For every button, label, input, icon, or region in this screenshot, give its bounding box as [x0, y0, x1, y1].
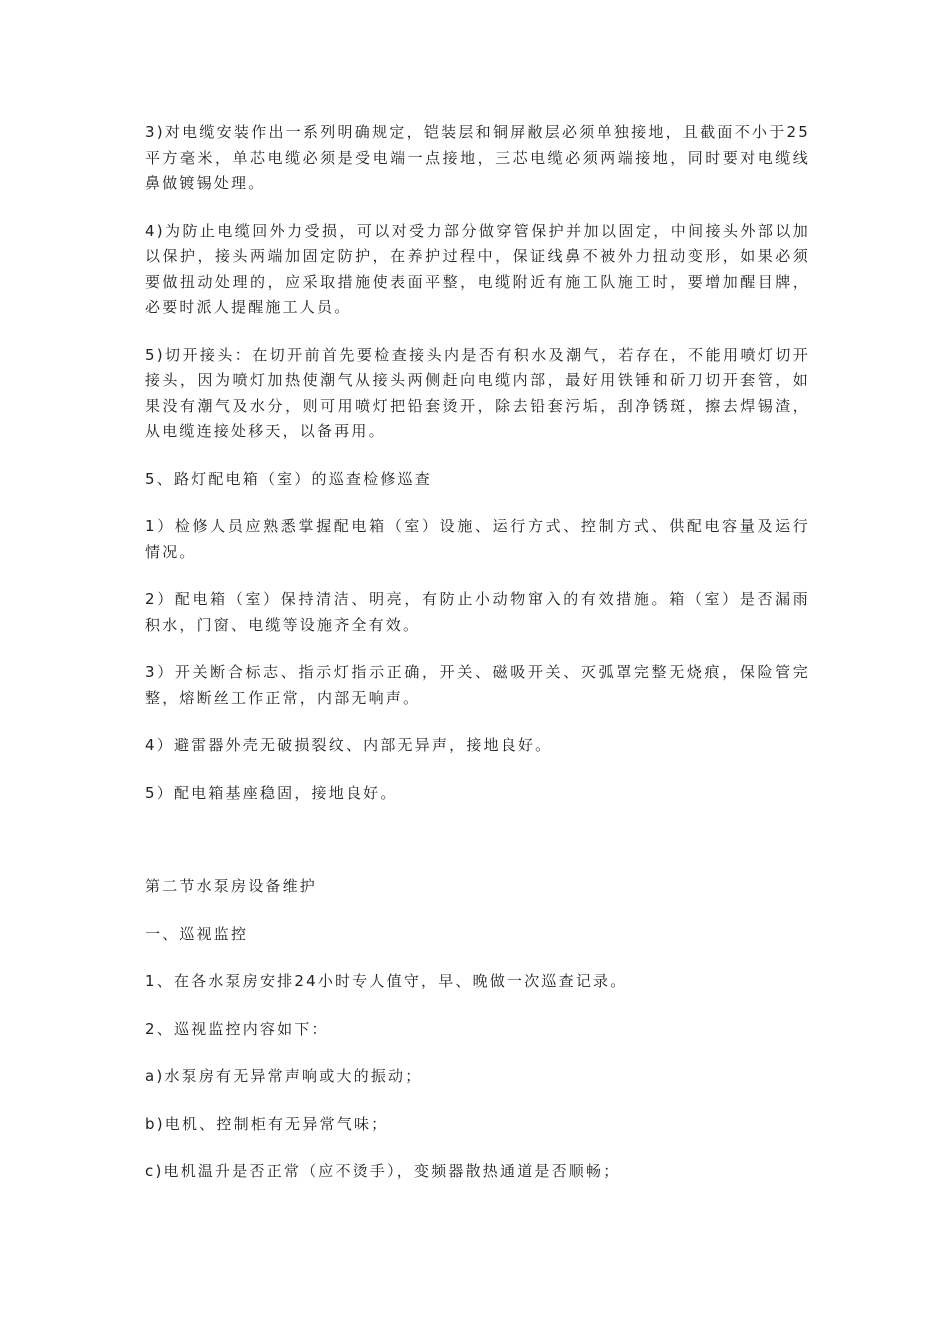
- section-spacer: [145, 828, 810, 874]
- paragraph-box-item-5: 5）配电箱基座稳固，接地良好。: [145, 783, 398, 802]
- paragraph-box-item-2: 2）配电箱（室）保持清洁、明亮，有防止小动物窜入的有效措施。箱（室）是否漏雨积水，门窗、电缆等设施齐全有效。: [145, 590, 810, 634]
- paragraph-pump-item-b: b)电机、控制柜有无异常气味；: [145, 1114, 389, 1133]
- paragraph-box-item-4: 4）避雷器外壳无破损裂纹、内部无异声，接地良好。: [145, 736, 553, 754]
- paragraph-cut-joint: 5)切开接头：在切开前首先要检查接头内是否有积水及潮气，若存在，不能用喷灯切开接头，因为喷灯加热使潮气从接头两侧赶向电缆内部，最好用铁锤和斫刀切开套管，如果没有潮气及水分，则可用喷灯把铅套烫开，除去铅套污垢，刮净锈斑，擦去焊锡渣，从电缆连接处移天，以备再用。: [145, 345, 810, 440]
- paragraph-box-item-1: 1）检修人员应熟悉掌握配电箱（室）设施、运行方式、控制方式、供配电容量及运行情况。: [145, 517, 810, 561]
- paragraph-pump-item-2: 2、巡视监控内容如下：: [145, 1019, 329, 1038]
- paragraph-cable-protection: 4)为防止电缆回外力受损，可以对受力部分做穿管保护并加以固定，中间接头外部以加以保护，接头两端加固定防护，在养护过程中，保证线鼻不被外力扭动变形，如果必须要做扭动处理的，应采取措施使表面平整，电缆附近有施工队施工时，要增加醒目牌，必要时派人提醒施工人员。: [145, 221, 810, 316]
- heading-distribution-box: 5、路灯配电箱（室）的巡查检修巡查: [145, 469, 432, 488]
- paragraph-pump-item-a: a)水泵房有无异常声响或大的振动；: [145, 1067, 423, 1085]
- paragraph-pump-item-c: c)电机温升是否正常（应不烫手），变频器散热通道是否顺畅；: [145, 1162, 621, 1180]
- document-page: [145, 120, 810, 1207]
- paragraph-box-item-3: 3）开关断合标志、指示灯指示正确，开关、磁吸开关、灭弧罩完整无烧痕，保险管完整，熔断丝工作正常，内部无响声。: [145, 663, 810, 707]
- paragraph-cable-install: 3)对电缆安装作出一系列明确规定，铠装层和铜屏敝层必须单独接地，且截面不小于25平方毫米，单芯电缆必须是受电端一点接地，三芯电缆必须两端接地，同时要对电缆线鼻做镀锡处理。: [145, 123, 810, 192]
- section-title-pump-room: 第二节水泵房设备维护: [145, 877, 318, 895]
- subheading-patrol-monitor: 一、巡视监控: [145, 924, 249, 943]
- paragraph-pump-item-1: 1、在各水泵房安排24小时专人值守，早、晚做一次巡查记录。: [145, 972, 628, 990]
